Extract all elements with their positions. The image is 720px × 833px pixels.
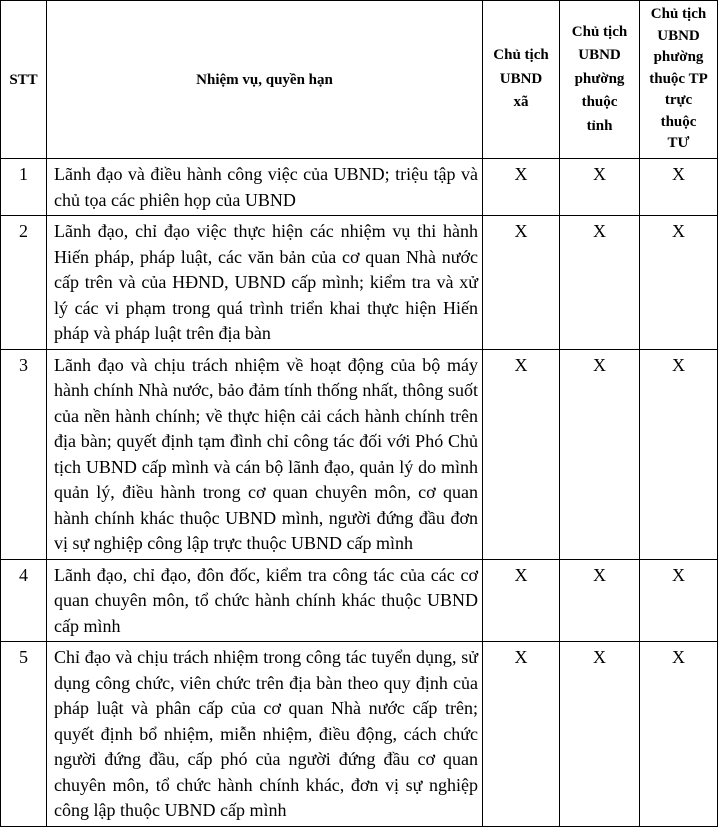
header-line: UBND <box>657 27 700 44</box>
header-col-xa <box>483 1 560 159</box>
row-stt: 5 <box>1 642 47 827</box>
row-mark-xa: X <box>483 349 560 559</box>
header-line: thuộc <box>581 94 618 111</box>
row-stt: 4 <box>1 559 47 642</box>
row-mark-xa: X <box>483 159 560 216</box>
header-row <box>1 1 718 159</box>
table-row <box>1 216 718 350</box>
row-task: Lãnh đạo, chỉ đạo, đôn đốc, kiểm tra công tác của các cơ quan chuyên môn, tổ chức hành chính khác thuộc UBND cấp mình <box>47 559 483 642</box>
row-mark-phuong-tp: X <box>640 642 718 827</box>
header-line: trực <box>664 92 693 109</box>
header-line: thuộc TP <box>649 70 708 87</box>
row-task: Chỉ đạo và chịu trách nhiệm trong công tác tuyển dụng, sử dụng công chức, viên chức trên địa bàn theo quy định của pháp luật và phân cấp của cơ quan Nhà nước cấp trên; quyết định bổ nhiệm, miễn nhiệm, điều động, cách chức người đứng đầu, cấp phó của người đứng đầu cơ quan chuyên môn, tổ chức hành chính khác, đơn vị sự nghiệp công lập thuộc UBND cấp mình <box>47 642 483 827</box>
header-line: phường <box>574 70 625 87</box>
header-line: TƯ <box>667 135 690 152</box>
row-stt: 3 <box>1 349 47 559</box>
row-mark-phuong-tp: X <box>640 349 718 559</box>
header-col-phuong-tinh <box>560 1 640 159</box>
row-mark-phuong-tp: X <box>640 216 718 350</box>
header-line: xã <box>513 94 529 111</box>
header-line: UBND <box>578 47 621 64</box>
row-stt: 1 <box>1 159 47 216</box>
header-col-phuong-tp <box>640 1 718 159</box>
row-mark-phuong-tp: X <box>640 159 718 216</box>
header-line: Chủ tịch <box>493 47 549 64</box>
row-mark-phuong-tp: X <box>640 559 718 642</box>
table-row <box>1 559 718 642</box>
row-stt: 2 <box>1 216 47 350</box>
header-task: Nhiệm vụ, quyền hạn <box>47 1 483 159</box>
table-row <box>1 349 718 559</box>
row-task: Lãnh đạo, chỉ đạo việc thực hiện các nhiệm vụ thi hành Hiến pháp, pháp luật, các văn bản của cơ quan Nhà nước cấp trên và của HĐND, UBND cấp mình; kiểm tra và xử lý các vi phạm trong quá trình triển khai thực hiện Hiến pháp và pháp luật trên địa bàn <box>47 216 483 350</box>
table-row <box>1 642 718 827</box>
row-mark-phuong-tinh: X <box>560 642 640 827</box>
header-line: Chủ tịch <box>571 23 628 40</box>
row-mark-xa: X <box>483 559 560 642</box>
row-mark-xa: X <box>483 642 560 827</box>
header-stt: STT <box>1 1 47 159</box>
row-task: Lãnh đạo và điều hành công việc của UBND; triệu tập và chủ tọa các phiên họp của UBND <box>47 159 483 216</box>
row-mark-xa: X <box>483 216 560 350</box>
header-line: Chủ tịch <box>650 6 707 23</box>
row-task: Lãnh đạo và chịu trách nhiệm về hoạt động của bộ máy hành chính Nhà nước, bảo đảm tính thống nhất, thông suốt của nền hành chính; về thực hiện cải cách hành chính trên địa bàn; quyết định tạm đình chỉ công tác đối với Phó Chủ tịch UBND cấp mình và cán bộ lãnh đạo, quản lý do mình quản lý, điều hành trong cơ quan chuyên môn, cơ quan hành chính khác thuộc UBND mình, người đứng đầu đơn vị sự nghiệp công lập trực thuộc UBND cấp mình <box>47 349 483 559</box>
row-mark-phuong-tinh: X <box>560 349 640 559</box>
header-line: UBND <box>499 70 543 87</box>
row-mark-phuong-tinh: X <box>560 559 640 642</box>
header-line: phường <box>653 49 704 66</box>
header-line: thuộc <box>660 113 697 130</box>
header-line: tỉnh <box>586 117 613 134</box>
table-row <box>1 159 718 216</box>
row-mark-phuong-tinh: X <box>560 216 640 350</box>
row-mark-phuong-tinh: X <box>560 159 640 216</box>
